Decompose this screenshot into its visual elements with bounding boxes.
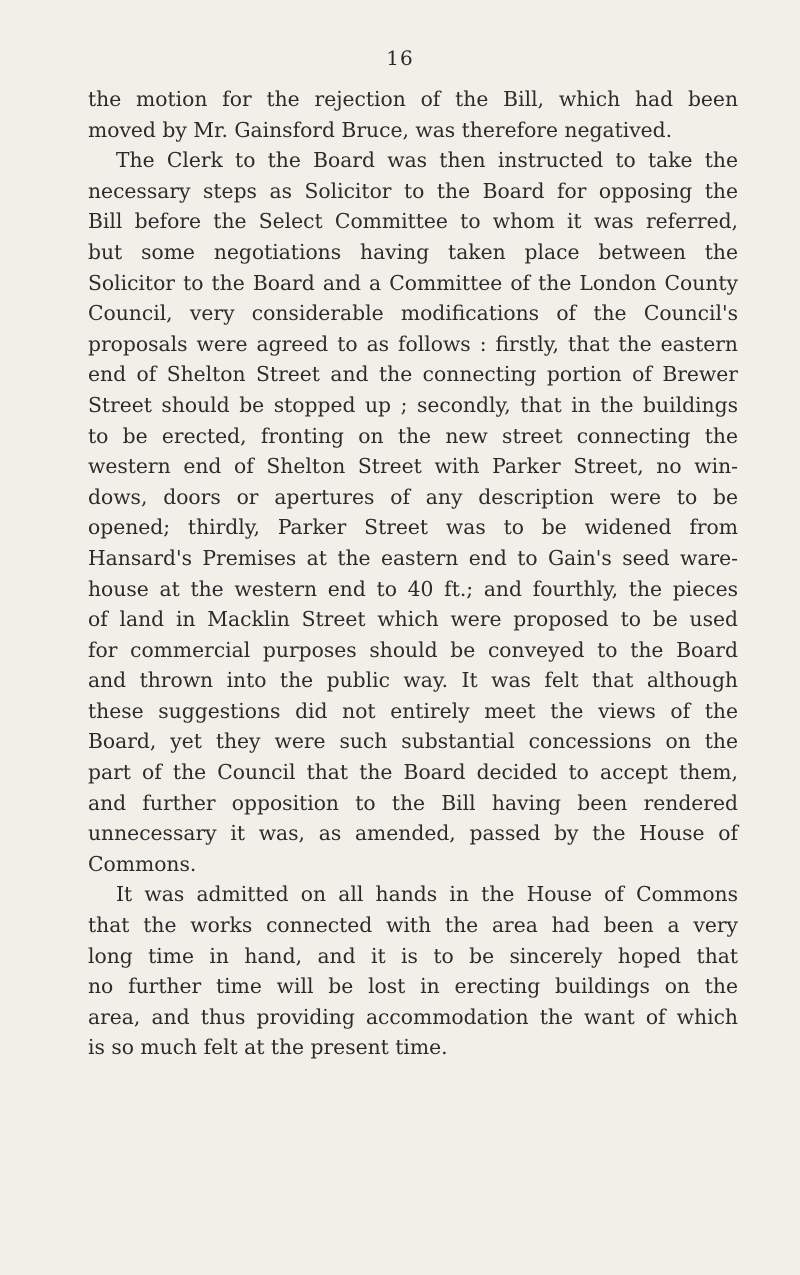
text-line: proposals were agreed to as follows : firstly, that the eastern [88,331,738,356]
text-line: Street should be stopped up ; secondly, that in the buildings [88,392,738,417]
text-line: the motion for the rejection of the Bill, which had been [88,87,738,111]
text-line: end of Shelton Street and the connecting portion of Brewer [88,362,738,387]
text-line: and further opposition to the Bill having been rendered [88,790,738,815]
text-line: to be erected, fronting on the new street connecting the [88,423,738,448]
text-line: western end of Shelton Street with Parker Street, no win- [88,454,738,479]
text-line: area, and thus providing accommodation the want of which [88,1004,738,1029]
text-line: dows, doors or apertures of any description were to be [88,484,738,509]
text-line: unnecessary it was, as amended, passed by the House of [88,821,738,846]
text-line: house at the western end to 40 ft.; and fourthly, the pieces [88,576,738,601]
text-line: these suggestions did not entirely meet the views of the [88,698,738,723]
text-line: for commercial purposes should be conveyed to the Board [88,637,738,662]
text-line: Council, very considerable modifications of the Council's [88,301,738,326]
text-line: but some negotiations having taken place between the [88,239,738,264]
text-line: Commons. [88,851,197,876]
body-text [88,84,738,1063]
text-line: Hansard's Premises at the eastern end to Gain's seed ware- [88,545,738,570]
page-number: 16 [386,46,414,70]
text-line: and thrown into the public way. It was felt that although [88,668,738,693]
text-line: that the works connected with the area had been a very [88,913,738,938]
text-line: Board, yet they were such substantial concessions on the [88,729,738,754]
text-line: no further time will be lost in erecting buildings on the [88,974,738,999]
text-line: moved by Mr. Gainsford Bruce, was therefore negatived. [88,117,673,142]
text-line: Solicitor to the Board and a Committee of the London County [88,270,738,295]
text-line: It was admitted on all hands in the House of Commons [116,882,738,907]
text-line: long time in hand, and it is to be sincerely hoped that [88,943,738,968]
text-line: is so much felt at the present time. [88,1035,448,1060]
text-line: The Clerk to the Board was then instructed to take the [116,148,738,173]
text-line: of land in Macklin Street which were proposed to be used [88,607,738,632]
text-line: opened; thirdly, Parker Street was to be widened from [88,515,738,540]
text-line: part of the Council that the Board decided to accept them, [88,760,738,785]
text-line: necessary steps as Solicitor to the Board for opposing the [88,178,738,203]
text-line: Bill before the Select Committee to whom it was referred, [88,209,738,234]
